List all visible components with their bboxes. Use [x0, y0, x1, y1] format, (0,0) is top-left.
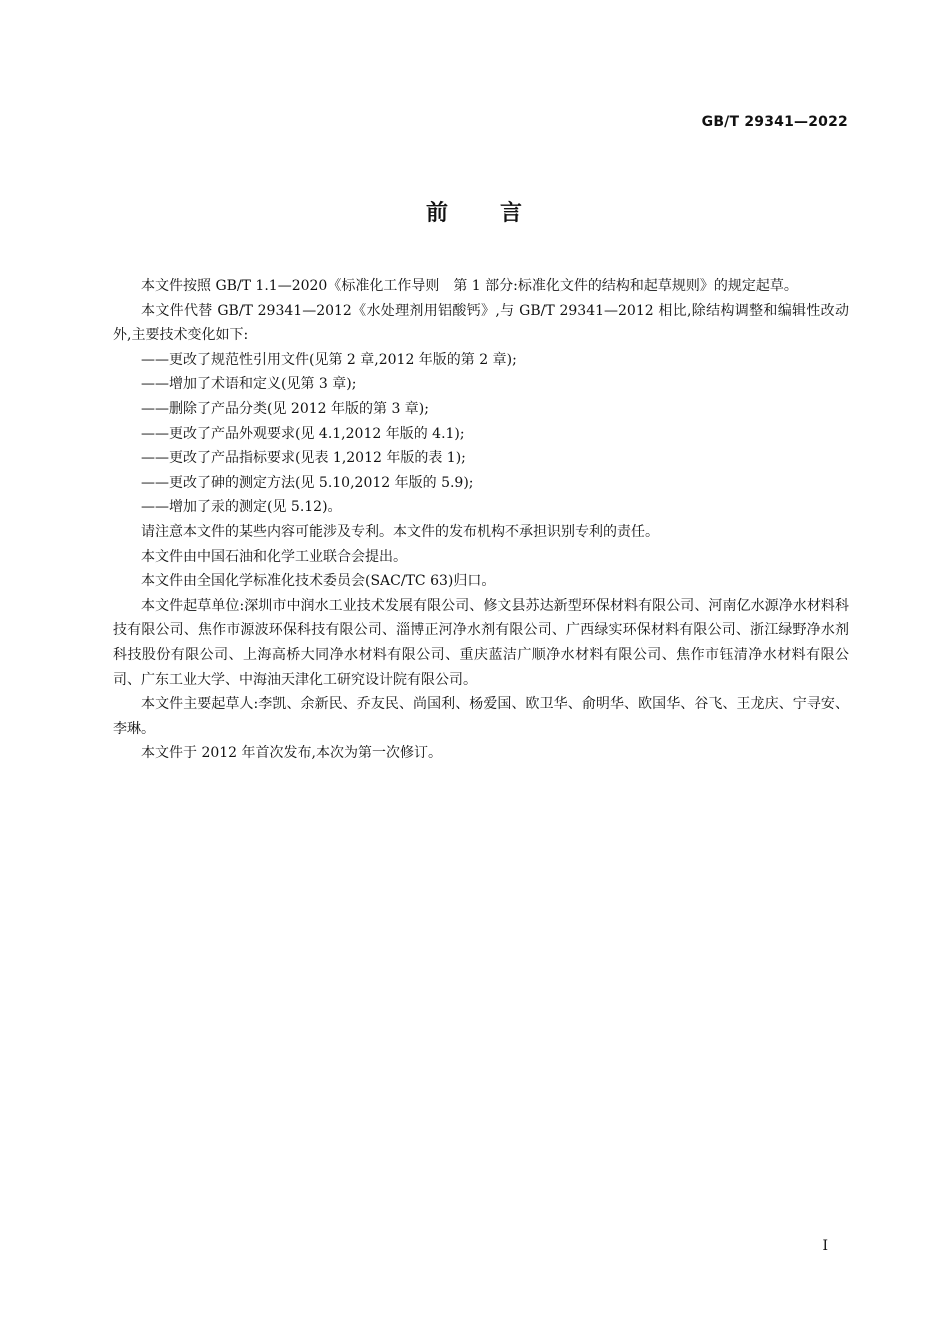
paragraph-patent-notice: 请注意本文件的某些内容可能涉及专利。本文件的发布机构不承担识别专利的责任。	[141, 523, 659, 540]
change-item: ——更改了规范性引用文件(见第 2 章,2012 年版的第 2 章);	[141, 351, 517, 368]
title-char-1: 前	[425, 201, 450, 226]
change-item: ——删除了产品分类(见 2012 年版的第 3 章);	[141, 400, 429, 417]
paragraph-drafting-units: 本文件起草单位:深圳市中润水工业技术发展有限公司、修文县苏达新型环保材料有限公司、河南亿水源净水材料科技有限公司、焦作市源波环保科技有限公司、淄博正河净水剂有限公司、广西绿实环保材料有限公司、浙江绿野净水剂科技股份有限公司、上海高桥大同净水材料有限公司、重庆蓝洁广顺净水材料有限公司、焦作市钰清净水材料有限公司、广东工业大学、中海油天津化工研究设计院有限公司。	[113, 597, 849, 688]
paragraph-history: 本文件于 2012 年首次发布,本次为第一次修订。	[141, 745, 442, 762]
page-title	[0, 196, 950, 227]
title-char-2: 言	[500, 201, 525, 226]
change-item: ——更改了产品指标要求(见表 1,2012 年版的表 1);	[141, 450, 466, 467]
paragraph-drafting-rules: 本文件按照 GB/T 1.1—2020《标准化工作导则 第 1 部分:标准化文件的结构和起草规则》的规定起草。	[141, 278, 798, 294]
paragraph-proposer: 本文件由中国石油和化学工业联合会提出。	[141, 548, 407, 565]
change-item: ——增加了术语和定义(见第 3 章);	[141, 376, 357, 393]
foreword-body	[113, 274, 849, 766]
standard-number: GB/T 29341—2022	[701, 114, 848, 130]
page-number: I	[822, 1238, 828, 1254]
change-item: ——更改了产品外观要求(见 4.1,2012 年版的 4.1);	[141, 425, 465, 442]
paragraph-drafters: 本文件主要起草人:李凯、余新民、乔友民、尚国利、杨爱国、欧卫华、俞明华、欧国华、谷飞、王龙庆、宁寻安、李琳。	[113, 696, 849, 737]
paragraph-committee: 本文件由全国化学标准化技术委员会(SAC/TC 63)归口。	[141, 573, 496, 590]
paragraph-replacement: 本文件代替 GB/T 29341—2012《水处理剂用铝酸钙》,与 GB/T 29341—2012 相比,除结构调整和编辑性改动外,主要技术变化如下:	[113, 302, 849, 344]
change-item: ——增加了汞的测定(见 5.12)。	[141, 499, 342, 516]
change-item: ——更改了砷的测定方法(见 5.10,2012 年版的 5.9);	[141, 474, 474, 491]
